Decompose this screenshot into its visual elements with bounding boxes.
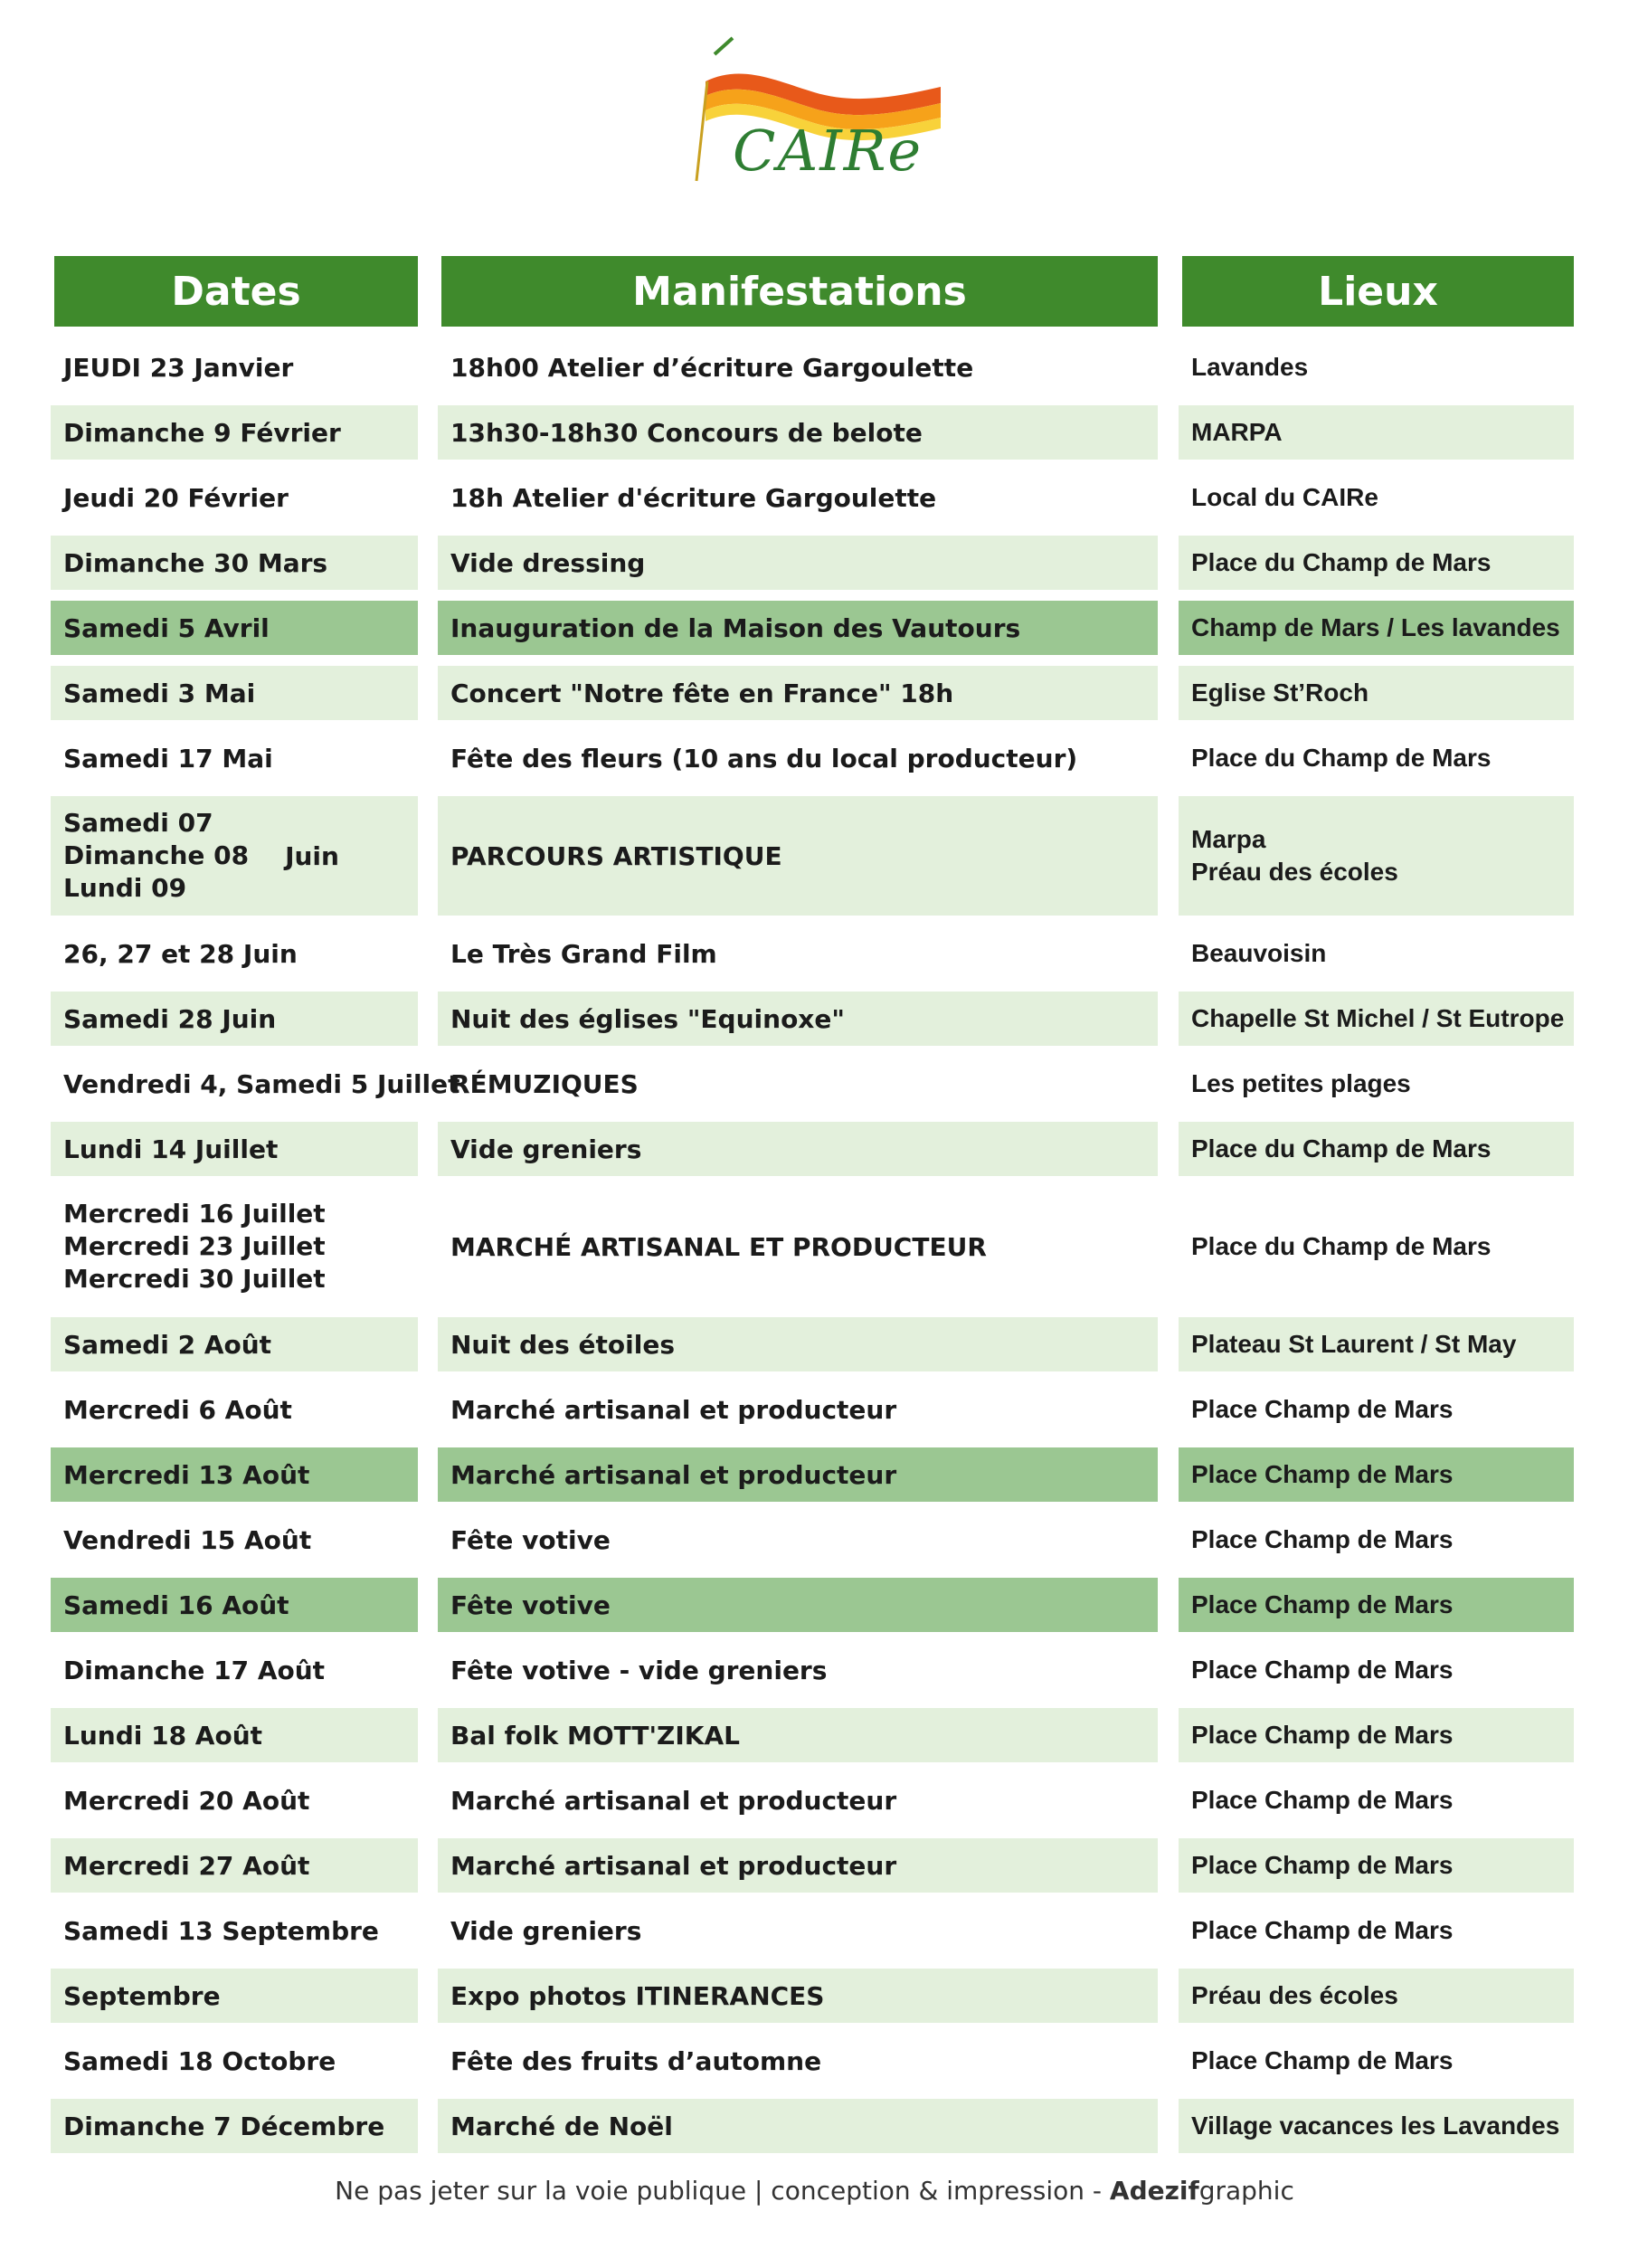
date-cell: Vendredi 4, Samedi 5 Juillet — [63, 1068, 460, 1099]
event-cell: MARCHÉ ARTISANAL ET PRODUCTEUR — [450, 1231, 987, 1262]
date-cell: Lundi 14 Juillet — [51, 1122, 418, 1176]
table-row — [0, 530, 1629, 595]
place-cell: Village vacances les Lavandes — [1179, 2099, 1574, 2153]
date-cell: Dimanche 30 Mars — [51, 536, 418, 590]
event-cell: Marché de Noël — [438, 2099, 1158, 2153]
date-cell: Septembre — [51, 1969, 418, 2023]
date-cell: Samedi 2 Août — [51, 1317, 418, 1371]
place-cell: Préau des écoles — [1179, 1969, 1574, 2023]
place-cell: Lavandes — [1191, 353, 1309, 381]
date-line: Mercredi 30 Juillet — [63, 1264, 326, 1294]
date-lines — [63, 1198, 326, 1295]
table-row — [0, 1442, 1629, 1507]
place-line: Préau des écoles — [1191, 858, 1398, 886]
place-cell: Les petites plages — [1191, 1069, 1411, 1097]
table-row — [0, 791, 1629, 921]
place-cell — [1179, 796, 1574, 916]
table-row — [0, 1963, 1629, 2028]
event-cell: Le Très Grand Film — [450, 938, 717, 969]
table-row — [0, 1507, 1629, 1572]
header-dates: Dates — [54, 256, 418, 327]
date-cell: Dimanche 17 Août — [63, 1655, 326, 1685]
date-line: Dimanche 08 — [63, 840, 250, 870]
table-row — [0, 660, 1629, 726]
event-cell: RÉMUZIQUES — [450, 1068, 639, 1099]
event-cell: Fête des fruits d’automne — [450, 2045, 822, 2076]
place-cell: Place du Champ de Mars — [1191, 744, 1492, 772]
table-row — [0, 1572, 1629, 1637]
place-cell: Place Champ de Mars — [1191, 1786, 1454, 1814]
date-line: Lundi 09 — [63, 873, 187, 903]
date-cell: Mercredi 20 Août — [63, 1785, 310, 1816]
place-lines — [1191, 823, 1398, 888]
caire-logo — [669, 27, 959, 199]
place-cell: Plateau St Laurent / St May — [1179, 1317, 1574, 1371]
place-cell: Place Champ de Mars — [1179, 1447, 1574, 1502]
place-cell: Champ de Mars / Les lavandes — [1179, 601, 1574, 655]
table-row — [0, 1833, 1629, 1898]
date-cell: Dimanche 7 Décembre — [51, 2099, 418, 2153]
event-cell: Marché artisanal et producteur — [450, 1394, 897, 1425]
place-cell: Place Champ de Mars — [1191, 1656, 1454, 1684]
date-cell: Lundi 18 Août — [51, 1708, 418, 1762]
place-cell: Eglise St’Roch — [1179, 666, 1574, 720]
date-cell: Samedi 17 Mai — [63, 743, 273, 773]
table-row — [0, 335, 1629, 400]
date-cell: 26, 27 et 28 Juin — [63, 938, 298, 969]
event-cell: Expo photos ITINERANCES — [438, 1969, 1158, 2023]
table-row — [0, 2028, 1629, 2093]
table-row — [0, 400, 1629, 465]
place-cell: Place Champ de Mars — [1191, 2046, 1454, 2074]
table-row — [0, 726, 1629, 791]
date-cell: Mercredi 6 Août — [63, 1394, 292, 1425]
event-cell: 18h00 Atelier d’écriture Gargoulette — [450, 352, 974, 383]
date-cell: Samedi 16 Août — [51, 1578, 418, 1632]
event-cell: Fête des fleurs (10 ans du local producteur) — [450, 743, 1078, 773]
date-month: Juin — [285, 840, 339, 871]
date-cell: Samedi 13 Septembre — [63, 1915, 379, 1946]
date-lines — [63, 807, 249, 905]
date-line: Samedi 07 — [63, 808, 213, 838]
table-row — [0, 1116, 1629, 1181]
date-line: Mercredi 23 Juillet — [63, 1231, 326, 1261]
table-row — [0, 986, 1629, 1051]
table-row — [0, 465, 1629, 530]
date-cell: Mercredi 27 Août — [51, 1838, 418, 1893]
place-cell: Chapelle St Michel / St Eutrope — [1179, 992, 1574, 1046]
event-cell: 13h30-18h30 Concours de belote — [438, 405, 1158, 460]
place-cell: Place Champ de Mars — [1191, 1395, 1454, 1423]
event-cell: Bal folk MOTT'ZIKAL — [438, 1708, 1158, 1762]
table-row — [0, 1051, 1629, 1116]
date-cell: Samedi 3 Mai — [51, 666, 418, 720]
footer-brand-rest: graphic — [1198, 2176, 1294, 2206]
footer — [0, 2176, 1629, 2206]
footer-brand-bold: Adezif — [1109, 2176, 1199, 2206]
date-line: Mercredi 16 Juillet — [63, 1199, 326, 1229]
schedule-table — [0, 335, 1629, 2159]
event-cell: Fête votive — [450, 1524, 611, 1555]
event-cell: Concert "Notre fête en France" 18h — [438, 666, 1158, 720]
table-row — [0, 1377, 1629, 1442]
event-cell: 18h Atelier d'écriture Gargoulette — [450, 482, 937, 513]
event-cell: Marché artisanal et producteur — [438, 1447, 1158, 1502]
place-cell: Place Champ de Mars — [1179, 1708, 1574, 1762]
event-cell: PARCOURS ARTISTIQUE — [438, 796, 1158, 916]
table-row — [0, 1312, 1629, 1377]
logo-text: CAIRe — [733, 118, 923, 184]
place-line: Marpa — [1191, 825, 1266, 853]
date-cell: Samedi 28 Juin — [51, 992, 418, 1046]
place-cell: Place du Champ de Mars — [1179, 536, 1574, 590]
date-cell: Samedi 5 Avril — [51, 601, 418, 655]
event-cell: Inauguration de la Maison des Vautours — [438, 601, 1158, 655]
place-cell: MARPA — [1179, 405, 1574, 460]
place-cell: Place du Champ de Mars — [1179, 1122, 1574, 1176]
footer-text: Ne pas jeter sur la voie publique | conception & impression - — [335, 2176, 1110, 2206]
table-row — [0, 1181, 1629, 1312]
event-cell: Marché artisanal et producteur — [450, 1785, 897, 1816]
event-cell: Nuit des églises "Equinoxe" — [438, 992, 1158, 1046]
table-row — [0, 2093, 1629, 2159]
date-cell: Mercredi 13 Août — [51, 1447, 418, 1502]
place-cell: Local du CAIRe — [1191, 483, 1378, 511]
date-cell: Dimanche 9 Février — [51, 405, 418, 460]
event-cell: Vide greniers — [438, 1122, 1158, 1176]
header-lieux: Lieux — [1182, 256, 1574, 327]
table-row — [0, 921, 1629, 986]
date-cell: Vendredi 15 Août — [63, 1524, 312, 1555]
place-cell: Place Champ de Mars — [1191, 1525, 1454, 1553]
date-cell — [51, 1187, 418, 1306]
place-cell: Beauvoisin — [1191, 939, 1327, 967]
date-group — [63, 807, 339, 905]
event-cell: Vide dressing — [438, 536, 1158, 590]
event-cell: Fête votive — [438, 1578, 1158, 1632]
event-cell: Nuit des étoiles — [438, 1317, 1158, 1371]
date-cell: Jeudi 20 Février — [63, 482, 289, 513]
event-cell: Vide greniers — [450, 1915, 642, 1946]
place-cell: Place du Champ de Mars — [1191, 1232, 1492, 1260]
date-cell: Samedi 18 Octobre — [63, 2045, 336, 2076]
table-row — [0, 1637, 1629, 1703]
table-row — [0, 1768, 1629, 1833]
table-row — [0, 1898, 1629, 1963]
event-cell: Fête votive - vide greniers — [450, 1655, 828, 1685]
place-cell: Place Champ de Mars — [1191, 1916, 1454, 1944]
table-row — [0, 1703, 1629, 1768]
date-cell: JEUDI 23 Janvier — [63, 352, 294, 383]
place-cell: Place Champ de Mars — [1179, 1838, 1574, 1893]
header-manifestations: Manifestations — [441, 256, 1158, 327]
table-row — [0, 595, 1629, 660]
date-cell — [51, 796, 418, 916]
event-cell: Marché artisanal et producteur — [438, 1838, 1158, 1893]
place-cell: Place Champ de Mars — [1179, 1578, 1574, 1632]
